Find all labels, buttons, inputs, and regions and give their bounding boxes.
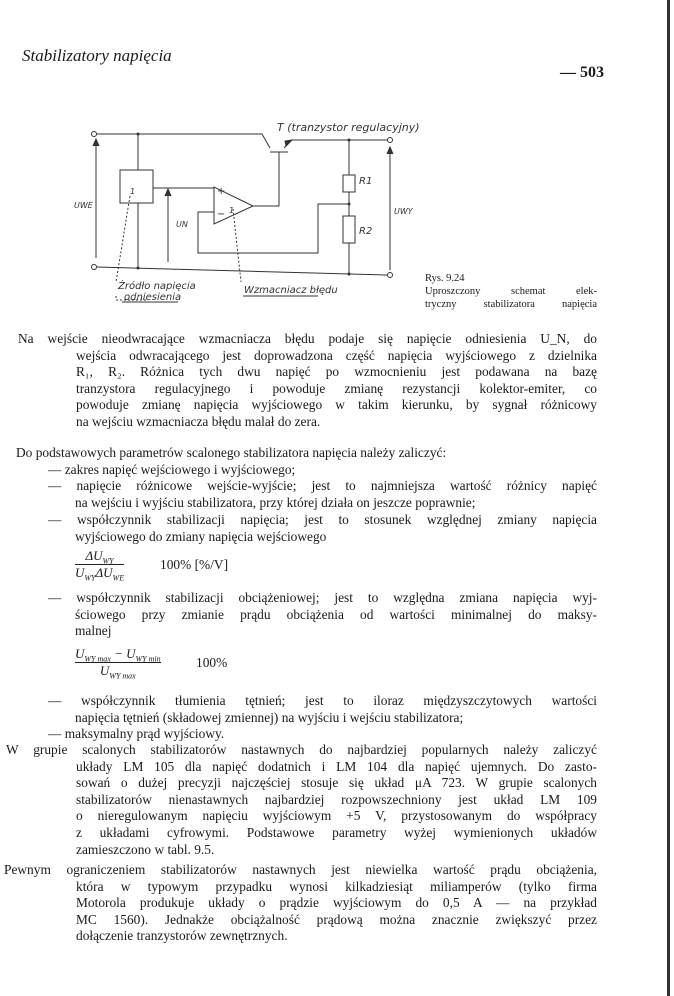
source-pin-label: 1 xyxy=(130,187,136,196)
reference-source-box xyxy=(120,170,153,203)
symbol: ΔU xyxy=(85,548,103,563)
paragraph-line: stabilizatorów nienastawnych najbardziej rozpowszechniony jest układ LM 109 xyxy=(76,791,597,807)
formula-2-tail: 100% xyxy=(196,655,228,670)
formula-denominator xyxy=(75,663,161,679)
uwe-label: UWE xyxy=(74,201,93,210)
paragraph-line: Pewnym ograniczeniem stabilizatorów nastawnych jest niewielka wartość prądu obciążenia, xyxy=(4,862,597,877)
r1-label: R1 xyxy=(359,176,373,187)
list-item-line: — współczynnik tłumienia tętnień; jest to iloraz międzyszczytowych wartości xyxy=(48,693,597,708)
transistor-base xyxy=(253,152,288,206)
list-item-line: ściowego przy zmianie prądu obciążenia od wartości minimalnej do maksy- xyxy=(75,606,597,622)
paragraph-line: sowań o dużej precyzji najczęściej stosuje się układ μA 723. W grupie scalonych xyxy=(76,775,597,791)
list-item-line: wyjściowego do zmiany napięcia wejściowego xyxy=(75,528,327,544)
paragraph-line: dołączenie tranzystorów zewnętrznych. xyxy=(76,928,288,944)
symbol: U xyxy=(126,646,136,661)
paragraph-line: powoduje zmianę napięcia wyjściowego w takim kierunku, by sygnał różnicowy xyxy=(76,397,597,413)
wire-ground xyxy=(97,267,387,275)
paragraph-line: na wejściu wzmacniacza błędu malał do zera. xyxy=(76,414,321,429)
amp-label: Wzmacniacz błędu xyxy=(244,285,338,296)
formula-load-stabilization xyxy=(75,646,161,679)
symbol: U xyxy=(75,646,85,661)
symbol: U xyxy=(99,663,110,678)
formula-denominator xyxy=(75,565,124,581)
arrowhead-icon xyxy=(387,147,393,154)
paragraph-line: z układami cyfrowymi. Podstawowe parametry wyżej wymienionych układów xyxy=(76,825,597,840)
emitter-arrow-icon xyxy=(285,140,292,146)
source-label-1: Źródło napięcia xyxy=(118,281,196,292)
caption-number: Rys. 9.24 xyxy=(425,273,465,284)
caption-line: Uproszczony schemat elek- xyxy=(425,286,597,297)
paragraph-line: wejścia odwracającego jest doprowadzona część napięcia wyjściowego z dzielnika xyxy=(76,347,597,363)
formula-voltage-stabilization xyxy=(75,548,124,581)
arrowhead-icon xyxy=(93,139,99,146)
plus-sign: + xyxy=(217,186,226,197)
list-item-line: malnej xyxy=(75,623,112,639)
figure-caption xyxy=(425,272,597,311)
input-terminal-bottom xyxy=(92,265,97,270)
formula-numerator xyxy=(75,548,124,564)
subscript: WY max xyxy=(84,654,111,664)
list-item-line: — maksymalny prąd wyjściowy. xyxy=(48,726,225,741)
paragraph-line: R₁, R₂. Różnica tych dwu napięć po wzmocnieniu jest podawana na bazę xyxy=(76,364,597,380)
paragraph-line: Motorola produkuje układy o prądzie wyjściowym do 0,5 A — na przykład xyxy=(76,895,597,911)
page-number: — 503 xyxy=(560,64,604,81)
wire-input-top xyxy=(97,134,270,148)
list-item-line: — napięcie różnicowe wejście-wyjście; jest to najmniejsza wartość różnicy napięć xyxy=(48,478,597,493)
symbol: U xyxy=(75,565,85,580)
subscript: WE xyxy=(112,573,125,583)
amp-pin-label: 1 xyxy=(229,206,235,215)
paragraph-line: tranzystora regulacyjnego i powoduje zmianę rezystancji kolektor-emiter, co xyxy=(76,380,597,396)
paragraph-line: Na wejście nieodwracające wzmacniacza błędu podaje się napięcie odniesienia U_N, do xyxy=(18,331,597,346)
output-terminal-top xyxy=(388,138,393,143)
minus-sign: − xyxy=(217,209,226,220)
r2-label: R2 xyxy=(359,226,373,237)
running-header-title: Stabilizatory napięcia xyxy=(22,46,172,65)
transistor-emitter xyxy=(284,140,387,148)
un-label: UN xyxy=(176,220,188,229)
source-label-2: odniesienia xyxy=(124,292,182,303)
list-item-line: na wejściu i wyjściu stabilizatora, przy której działa on jeszcze poprawnie; xyxy=(75,494,476,510)
paragraph-line: o nieregulowanym napięciu wyjściowym +5 V, przystosowanym do współpracy xyxy=(76,808,597,824)
subscript: WY max xyxy=(109,671,136,681)
subscript: WY xyxy=(102,556,114,566)
subscript: WY xyxy=(84,573,96,583)
formula-numerator xyxy=(75,646,161,662)
list-item-line: — współczynnik stabilizacji obciążeniowej; jest to względna zmiana napięcia wyj- xyxy=(48,590,597,605)
input-terminal-top xyxy=(92,132,97,137)
paragraph-line: zamieszczono w tabl. 9.5. xyxy=(76,841,215,857)
resistor-r1 xyxy=(343,175,355,192)
resistor-r2 xyxy=(343,216,355,243)
paragraph-line: MC 1560). Jednakże obciążalność prądową można znacznie zwiększyć przez xyxy=(76,911,597,927)
output-terminal-bottom xyxy=(388,273,393,278)
minus-operator: − xyxy=(110,646,127,661)
list-item-line: napięcia tętnień (składowej zmiennej) na wyjściu i wejściu stabilizatora; xyxy=(75,709,464,725)
paragraph-line: która w typowym przypadku wynosi kilkadziesiąt miliamperów (tylko firma xyxy=(76,878,597,894)
list-item-line: — współczynnik stabilizacji napięcia; jest to stosunek względnej zmiany napięcia xyxy=(48,512,597,527)
paragraph-line: W grupie scalonych stabilizatorów nastawnych do najbardziej popularnych należy zaliczyć xyxy=(6,742,597,757)
symbol: ΔU xyxy=(95,565,113,580)
list-item-line: — zakres napięć wejściowego i wyjściowego; xyxy=(48,462,296,477)
paragraph-line: układy LM 105 dla napięć dodatnich i LM 104 dla napięć ujemnych. Do zasto- xyxy=(76,758,597,774)
subscript: WY min xyxy=(135,654,161,664)
formula-1-tail: 100% [%/V] xyxy=(160,557,229,572)
caption-line: tryczny stabilizatora napięcia xyxy=(425,299,597,310)
uwy-label: UWY xyxy=(394,207,413,216)
transistor-label: T (tranzystor regulacyjny) xyxy=(277,121,420,134)
arrowhead-icon xyxy=(165,189,171,196)
paragraph-line: Do podstawowych parametrów scalonego stabilizatora napięcia należy zaliczyć: xyxy=(16,445,447,460)
